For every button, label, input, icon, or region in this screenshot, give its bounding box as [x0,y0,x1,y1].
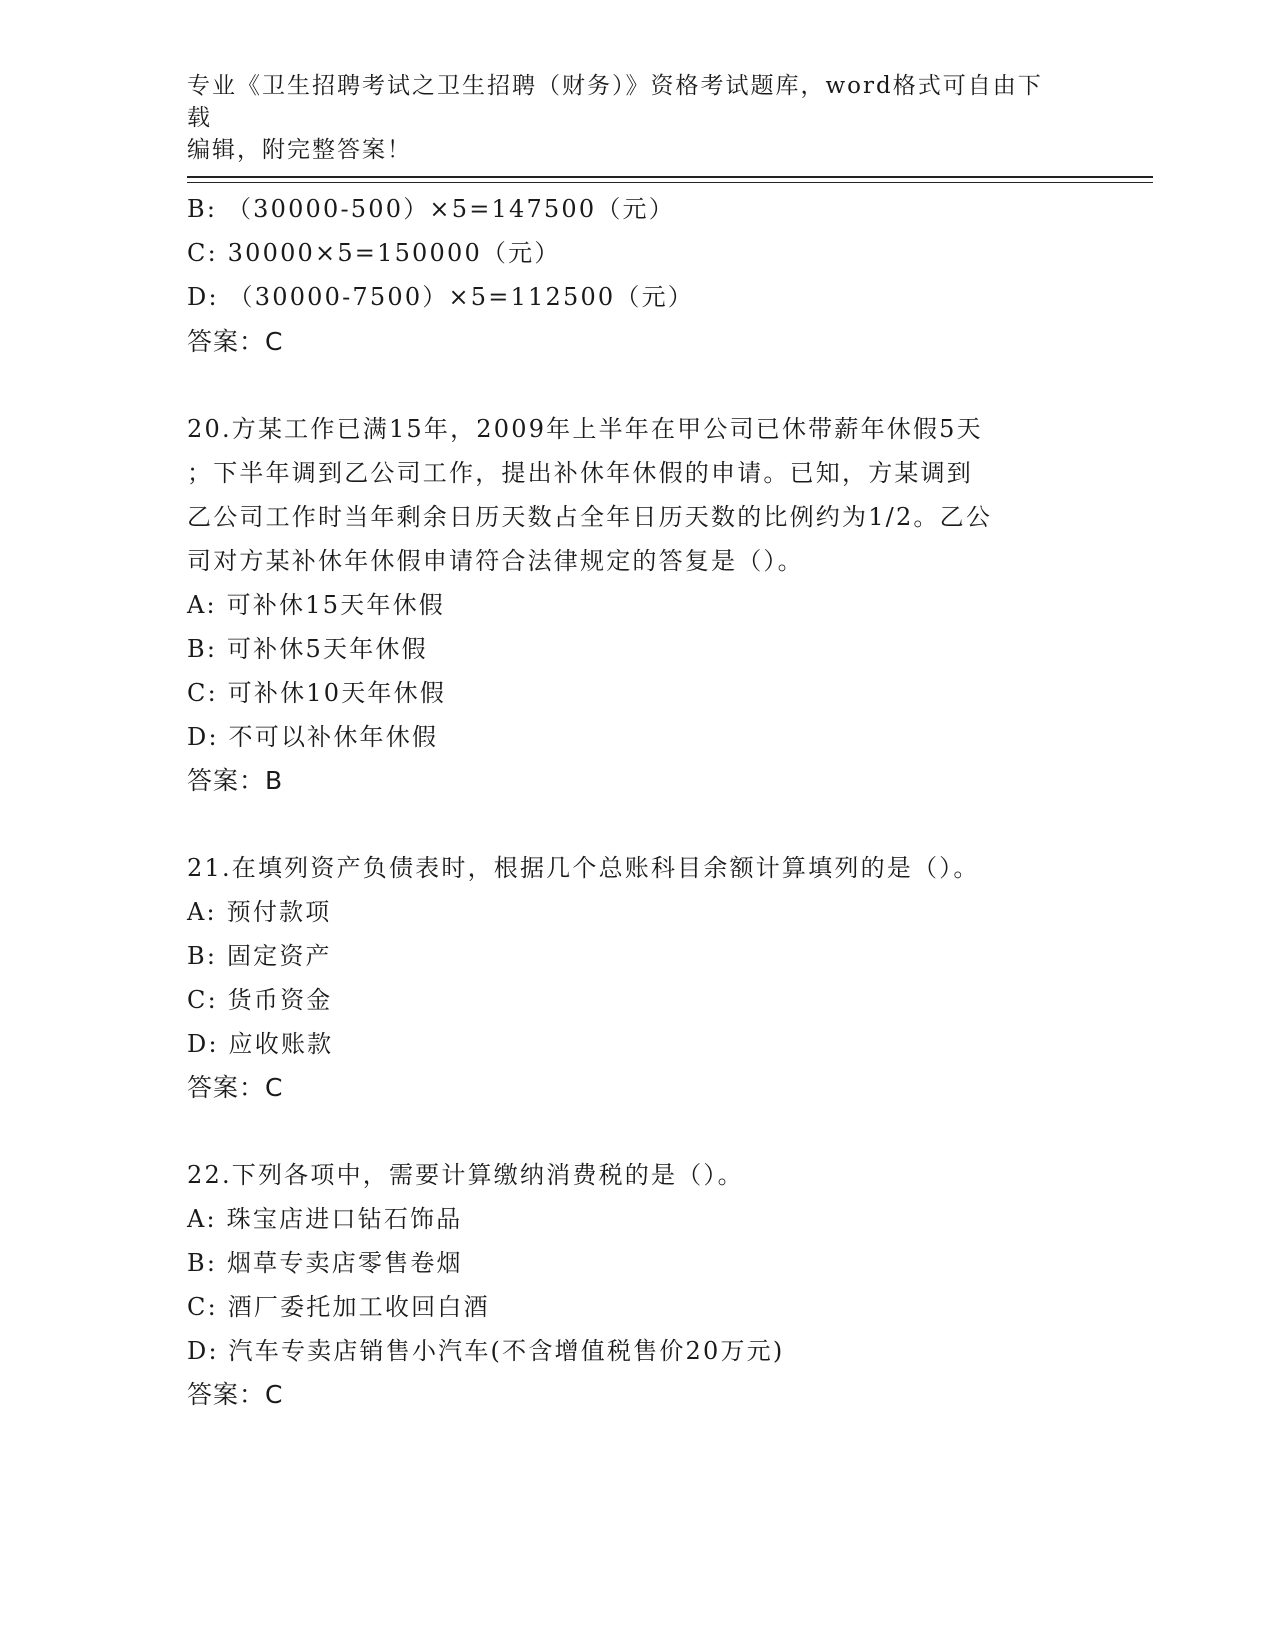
q20-option-c: C: 可补休10天年休假 [187,679,447,707]
q19-option-c: C: 30000×5=150000（元） [187,239,561,267]
q19-option-d: D: （30000-7500）×5=112500（元） [187,283,694,311]
q22-option-b: B: 烟草专卖店零售卷烟 [187,1249,463,1277]
q21-option-d: D: 应收账款 [187,1030,334,1058]
q22-answer: 答案：C [187,1380,284,1409]
q22-option-c: C: 酒厂委托加工收回白酒 [187,1293,490,1321]
q19-option-b: B: （30000-500）×5=147500（元） [187,195,675,223]
q20-stem-line-2: ；下半年调到乙公司工作，提出补休年休假的申请。已知，方某调到 [187,459,973,487]
q21-answer: 答案：C [187,1073,284,1102]
q20-stem-line-1: 20.方某工作已满15年，2009年上半年在甲公司已休带薪年休假5天 [187,415,983,443]
q22-stem-line-1: 22.下列各项中，需要计算缴纳消费税的是（）。 [187,1161,744,1189]
q22-option-d: D: 汽车专卖店销售小汽车(不含增值税售价20万元) [187,1337,785,1365]
header-divider-thin [187,182,1153,183]
header-divider-thick [187,176,1153,178]
q21-stem-line-1: 21.在填列资产负债表时，根据几个总账科目余额计算填列的是（）。 [187,854,980,882]
document-header [187,70,1067,166]
q20-stem-line-4: 司对方某补休年休假申请符合法律规定的答复是（）。 [187,547,804,575]
q21-option-c: C: 货币资金 [187,986,333,1014]
q21-option-a: A: 预付款项 [187,898,332,926]
q20-option-b: B: 可补休5天年休假 [187,635,428,663]
q22-option-a: A: 珠宝店进口钻石饰品 [187,1205,463,1233]
header-line-1: 专业《卫生招聘考试之卫生招聘（财务）》资格考试题库，word格式可自由下载 [187,73,1043,131]
header-line-2: 编辑，附完整答案！ [187,137,412,163]
q20-answer: 答案：B [187,766,284,795]
q21-option-b: B: 固定资产 [187,942,332,970]
q20-stem-line-3: 乙公司工作时当年剩余日历天数占全年日历天数的比例约为1/2。乙公 [187,503,993,531]
q20-option-d: D: 不可以补休年休假 [187,723,439,751]
q19-answer: 答案：C [187,327,284,356]
q20-option-a: A: 可补休15天年休假 [187,591,445,619]
